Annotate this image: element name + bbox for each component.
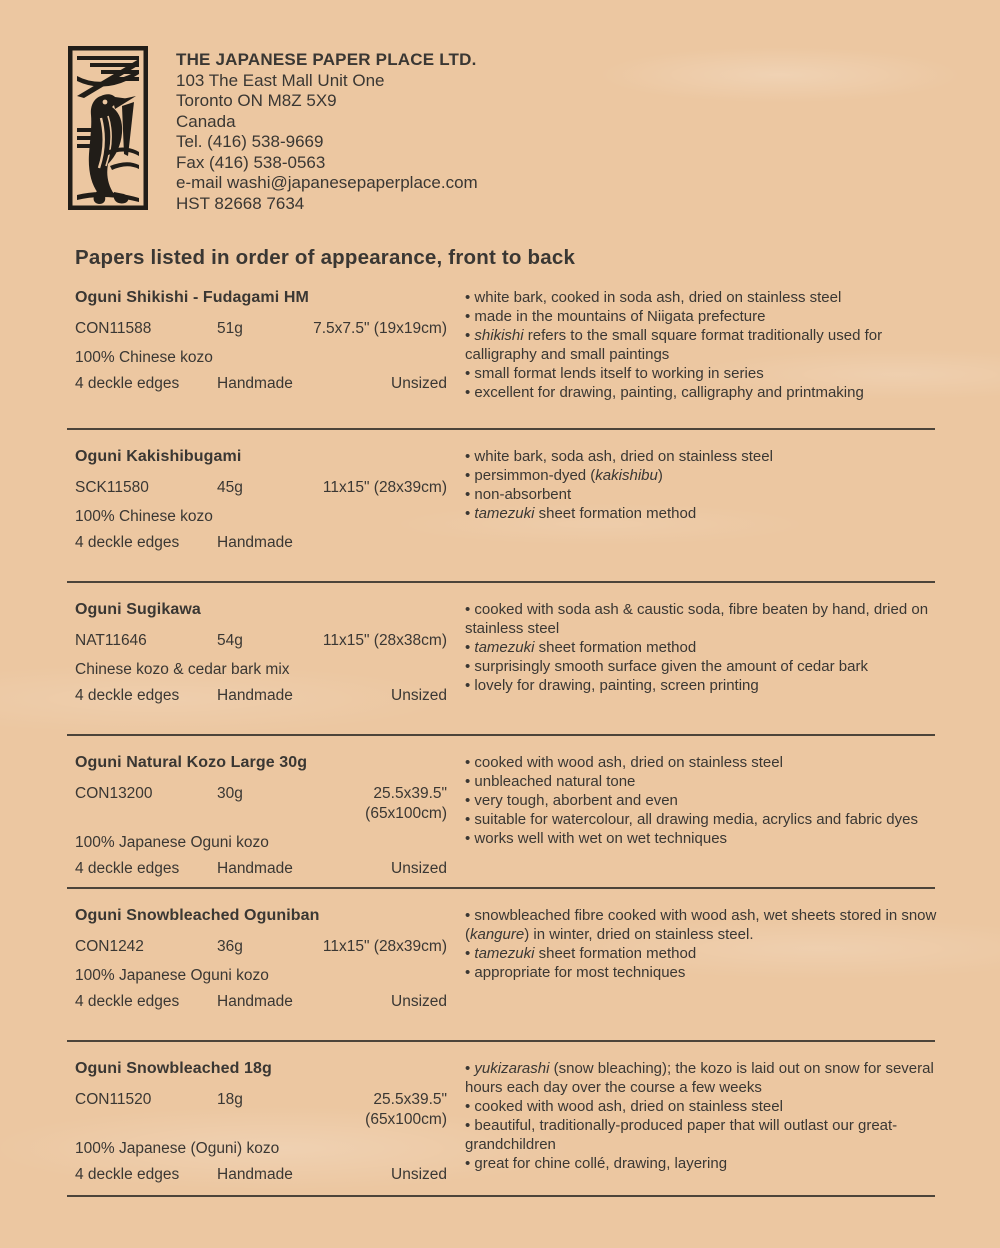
bullet-item: • lovely for drawing, painting, screen printing xyxy=(465,677,759,694)
paper-entry xyxy=(0,736,1000,889)
paper-specs xyxy=(75,600,447,736)
bullet-item: • great for chine collé, drawing, layering xyxy=(465,1155,728,1172)
bullet-item: • tamezuki sheet formation method xyxy=(465,505,697,522)
paper-spec-row xyxy=(75,319,447,339)
sizing-label: Unsized xyxy=(391,1166,447,1183)
sizing-label: Unsized xyxy=(391,860,447,877)
paper-title: Oguni Shikishi - Fudagami HM xyxy=(75,289,309,306)
address-country: Canada xyxy=(176,111,236,131)
paper-entry xyxy=(0,583,1000,736)
paper-fibre: Chinese kozo & cedar bark mix xyxy=(75,661,290,678)
bullet-item: • unbleached natural tone xyxy=(465,773,636,790)
sizing-label xyxy=(303,533,447,553)
paper-spec-row xyxy=(75,784,447,824)
bullet-item: • snowbleached fibre cooked with wood ash, wet sheets stored in snow (kangure) in winter, dried on stainless steel. xyxy=(465,907,937,943)
company-info xyxy=(176,46,478,214)
bullet-item: • persimmon-dyed (kakishibu) xyxy=(465,467,663,484)
bullet-item: • appropriate for most techniques xyxy=(465,964,686,981)
paper-entry xyxy=(0,430,1000,583)
sizing-label: Unsized xyxy=(391,375,447,392)
bullet-item: • tamezuki sheet formation method xyxy=(465,945,697,962)
paper-weight: 45g xyxy=(217,479,243,496)
paper-spec-row xyxy=(75,478,447,498)
bullet-item: • tamezuki sheet formation method xyxy=(465,639,697,656)
paper-size: 11x15" (28x39cm) xyxy=(322,479,447,496)
deckle-edges-label: 4 deckle edges xyxy=(75,534,180,551)
paper-weight: 30g xyxy=(217,785,243,802)
paper-code: CON11520 xyxy=(75,1091,152,1108)
paper-weight: 36g xyxy=(217,938,243,955)
paper-code: SCK11580 xyxy=(75,479,149,496)
company-name: THE JAPANESE PAPER PLACE LTD. xyxy=(176,50,477,69)
paper-specs xyxy=(75,753,447,889)
paper-entry xyxy=(0,1042,1000,1197)
paper-size: 25.5x39.5" (65x100cm) xyxy=(365,785,447,822)
paper-fibre: 100% Japanese Oguni kozo xyxy=(75,967,269,984)
bullet-item: • works well with wet on wet techniques xyxy=(465,830,728,847)
deckle-edges-label: 4 deckle edges xyxy=(75,860,180,877)
deckle-edges-label: 4 deckle edges xyxy=(75,993,180,1010)
address-line-1: 103 The East Mall Unit One xyxy=(176,70,385,90)
email-line: e-mail washi@japanesepaperplace.com xyxy=(176,173,478,192)
paper-attr-row xyxy=(75,1165,447,1185)
paper-attr-row xyxy=(75,992,447,1012)
paper-title: Oguni Snowbleached Oguniban xyxy=(75,907,320,924)
handmade-label: Handmade xyxy=(217,687,293,704)
paper-notes xyxy=(465,753,937,889)
paper-code: CON11588 xyxy=(75,320,152,337)
bullet-item: • surprisingly smooth surface given the amount of cedar bark xyxy=(465,658,868,675)
paper-weight: 51g xyxy=(217,320,243,337)
handmade-label: Handmade xyxy=(217,993,293,1010)
paper-specs xyxy=(75,447,447,583)
paper-size: 11x15" (28x39cm) xyxy=(322,938,447,955)
letterhead xyxy=(0,0,1000,214)
paper-attr-row xyxy=(75,859,447,879)
paper-specs xyxy=(75,1059,447,1197)
bullet-item: • very tough, aborbent and even xyxy=(465,792,678,809)
bullet-item: • cooked with soda ash & caustic soda, fibre beaten by hand, dried on stainless steel xyxy=(465,601,929,637)
paper-size: 25.5x39.5" (65x100cm) xyxy=(365,1091,447,1128)
paper-weight: 54g xyxy=(217,632,243,649)
paper-size: 7.5x7.5" (19x19cm) xyxy=(313,320,447,337)
deckle-edges-label: 4 deckle edges xyxy=(75,1166,180,1183)
address-line-2: Toronto ON M8Z 5X9 xyxy=(176,91,337,110)
handmade-label: Handmade xyxy=(217,534,293,551)
handmade-label: Handmade xyxy=(217,860,293,877)
bullet-item: • cooked with wood ash, dried on stainless steel xyxy=(465,1098,783,1115)
paper-title: Oguni Natural Kozo Large 30g xyxy=(75,754,308,771)
bullet-item: • shikishi refers to the small square format traditionally used for calligraphy and small paintings xyxy=(465,327,883,363)
fax-line: Fax (416) 538-0563 xyxy=(176,152,326,172)
paper-title: Oguni Kakishibugami xyxy=(75,448,242,465)
paper-code: NAT11646 xyxy=(75,632,147,649)
paper-code: CON1242 xyxy=(75,938,144,955)
paper-list xyxy=(0,271,1000,1197)
paper-weight: 18g xyxy=(217,1091,243,1108)
bullet-item: • cooked with wood ash, dried on stainless steel xyxy=(465,754,783,771)
paper-code: CON13200 xyxy=(75,785,153,802)
paper-attr-row xyxy=(75,374,447,394)
paper-entry xyxy=(0,889,1000,1042)
handmade-label: Handmade xyxy=(217,1166,293,1183)
handmade-label: Handmade xyxy=(217,375,293,392)
paper-spec-row xyxy=(75,937,447,957)
paper-title: Oguni Snowbleached 18g xyxy=(75,1060,272,1077)
bullet-item: • small format lends itself to working in series xyxy=(465,365,764,382)
paper-fibre: 100% Chinese kozo xyxy=(75,508,213,525)
sizing-label: Unsized xyxy=(391,993,447,1010)
paper-fibre: 100% Japanese Oguni kozo xyxy=(75,834,269,851)
paper-attr-row xyxy=(75,533,447,553)
paper-title: Oguni Sugikawa xyxy=(75,601,201,618)
bullet-item: • made in the mountains of Niigata prefecture xyxy=(465,308,766,325)
bullet-item: • white bark, cooked in soda ash, dried on stainless steel xyxy=(465,289,842,306)
paper-notes xyxy=(465,447,937,583)
paper-fibre: 100% Japanese (Oguni) kozo xyxy=(75,1140,280,1157)
paper-spec-row xyxy=(75,1090,447,1130)
bullet-item: • beautiful, traditionally-produced paper that will outlast our great-grandchildren xyxy=(465,1117,898,1153)
paper-notes xyxy=(465,288,937,430)
paper-notes xyxy=(465,1059,937,1197)
bullet-item: • yukizarashi (snow bleaching); the kozo is laid out on snow for several hours each day over the course a few weeks xyxy=(465,1060,934,1096)
paper-spec-row xyxy=(75,631,447,651)
paper-fibre: 100% Chinese kozo xyxy=(75,349,213,366)
paper-entry xyxy=(0,271,1000,430)
deckle-edges-label: 4 deckle edges xyxy=(75,375,180,392)
sizing-label: Unsized xyxy=(391,687,447,704)
bullet-item: • white bark, soda ash, dried on stainless steel xyxy=(465,448,773,465)
paper-notes xyxy=(465,600,937,736)
paper-notes xyxy=(465,906,937,1042)
deckle-edges-label: 4 deckle edges xyxy=(75,687,180,704)
hst-line: HST 82668 7634 xyxy=(176,193,305,213)
paper-attr-row xyxy=(75,686,447,706)
paper-specs xyxy=(75,288,447,430)
divider xyxy=(67,1195,935,1197)
phone-line: Tel. (416) 538-9669 xyxy=(176,132,324,151)
bullet-item: • non-absorbent xyxy=(465,486,572,503)
bullet-item: • suitable for watercolour, all drawing media, acrylics and fabric dyes xyxy=(465,811,918,828)
bullet-item: • excellent for drawing, painting, calligraphy and printmaking xyxy=(465,384,864,401)
paper-size: 11x15" (28x38cm) xyxy=(322,632,447,649)
bird-woodcut-logo-icon xyxy=(68,46,148,210)
paper-specs xyxy=(75,906,447,1042)
page-title: Papers listed in order of appearance, front to back xyxy=(75,246,576,269)
